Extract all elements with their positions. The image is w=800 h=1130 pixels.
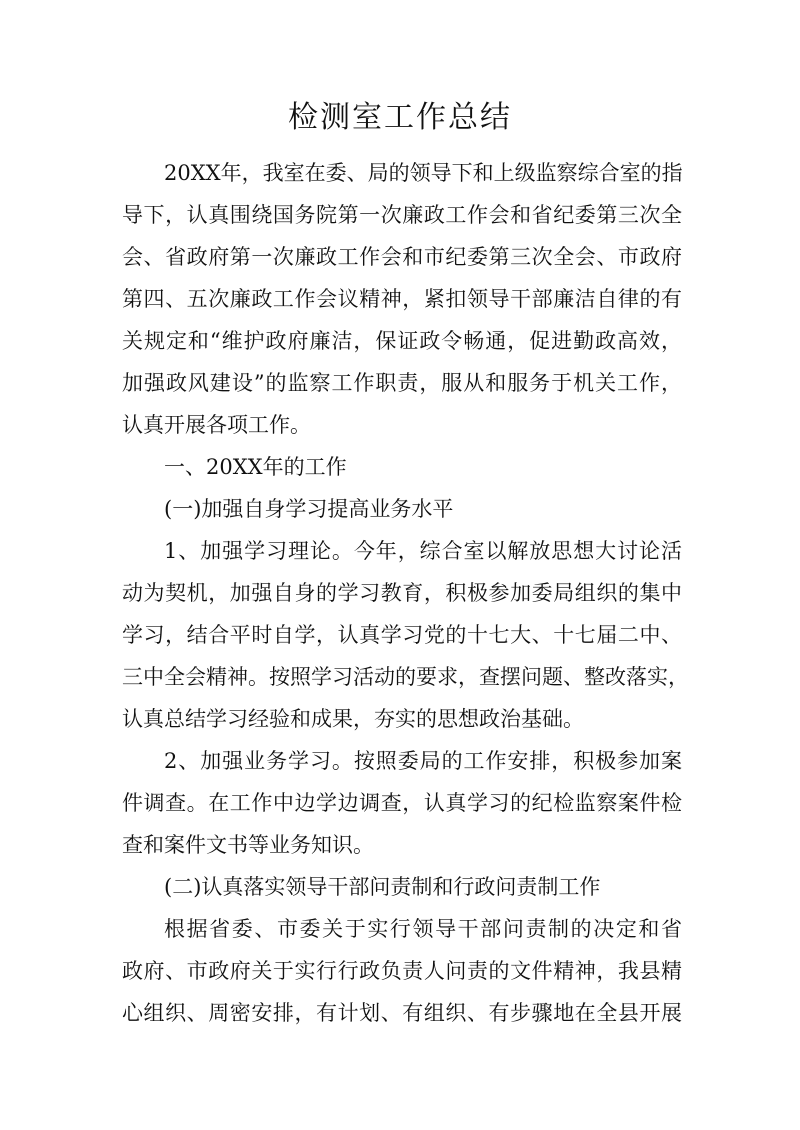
- paragraph-line: 导下，认真围绕国务院第一次廉政工作会和省纪委第三次全: [122, 203, 682, 227]
- paragraph-line: 认真开展各项工作。: [122, 413, 311, 437]
- paragraph-line: 动为契机，加强自身的学习教育，积极参加委局组织的集中: [122, 581, 682, 605]
- paragraph-line: 1、加强学习理论。今年，综合室以解放思想大讨论活: [164, 539, 682, 563]
- subsection-heading: (一)加强自身学习提高业务水平: [164, 497, 454, 521]
- paragraph-line: 加强政风建设”的监察工作职责，服从和服务于机关工作，: [122, 371, 682, 395]
- paragraph-line: 会、省政府第一次廉政工作会和市纪委第三次全会、市政府: [122, 245, 682, 269]
- paragraph-line: 认真总结学习经验和成果，夯实的思想政治基础。: [122, 707, 584, 731]
- subsection-heading: (二)认真落实领导干部问责制和行政问责制工作: [164, 875, 601, 899]
- document-title: 检测室工作总结: [288, 100, 512, 135]
- paragraph-line: 第四、五次廉政工作会议精神，紧扣领导干部廉洁自律的有: [122, 287, 682, 311]
- paragraph-line: 政府、市政府关于实行行政负责人问责的文件精神，我县精: [122, 959, 682, 983]
- paragraph-line: 查和案件文书等业务知识。: [122, 833, 374, 857]
- section-heading: 一、20XX年的工作: [164, 455, 347, 479]
- paragraph-line: 件调查。在工作中边学边调查，认真学习的纪检监察案件检: [122, 791, 682, 815]
- paragraph-line: 心组织、周密安排，有计划、有组织、有步骤地在全县开展: [122, 1001, 682, 1025]
- paragraph-line: 关规定和“维护政府廉洁，保证政令畅通，促进勤政高效，: [122, 329, 682, 353]
- paragraph-line: 根据省委、市委关于实行领导干部问责制的决定和省: [164, 917, 682, 941]
- paragraph-line: 2、加强业务学习。按照委局的工作安排，积极参加案: [164, 749, 682, 773]
- paragraph-line: 20XX年，我室在委、局的领导下和上级监察综合室的指: [164, 161, 683, 185]
- paragraph-line: 学习，结合平时自学，认真学习党的十七大、十七届二中、: [122, 623, 682, 647]
- paragraph-line: 三中全会精神。按照学习活动的要求，查摆问题、整改落实，: [122, 665, 689, 689]
